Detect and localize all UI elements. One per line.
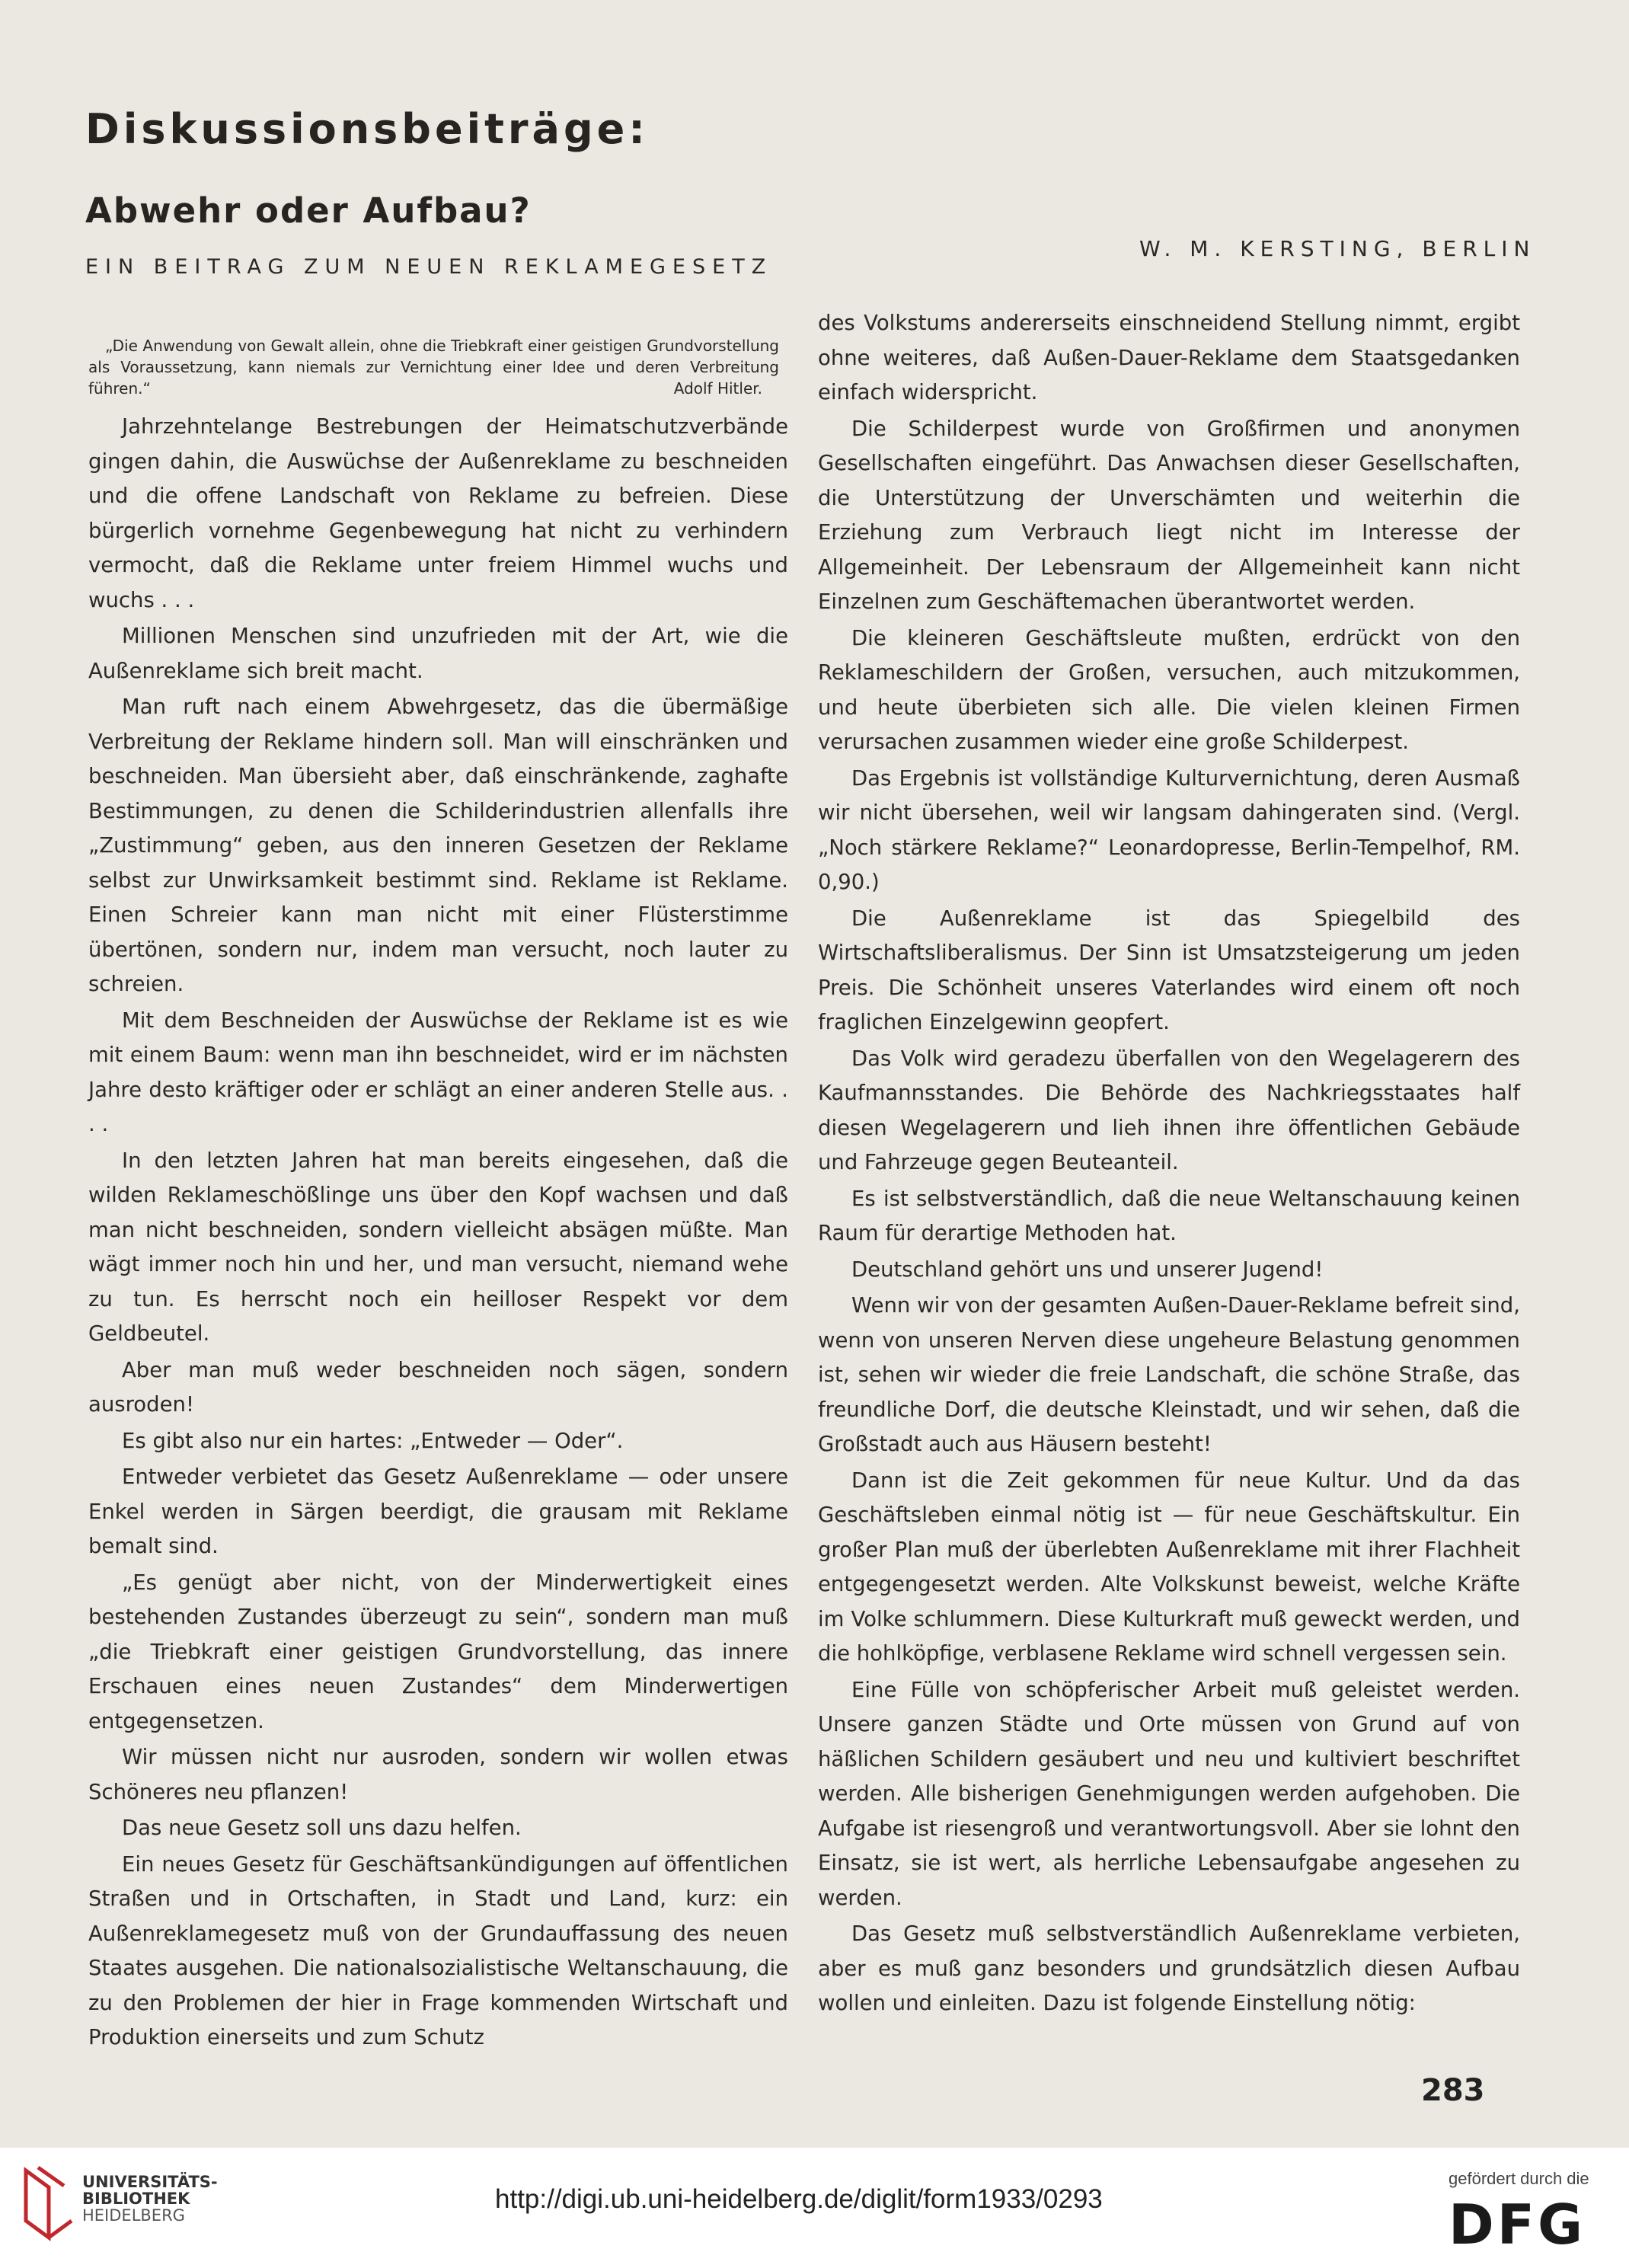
epigraph-text: „Die Anwendung von Gewalt allein, ohne die Triebkraft einer geistigen Grundvorstellung als Voraussetzung, kann niemals zur Vernichtung einer Idee und deren Verbreitung führen.“ bbox=[88, 337, 779, 398]
library-name-line1: UNIVERSITÄTS- bbox=[82, 2173, 218, 2191]
paragraph: Mit dem Beschneiden der Auswüchse der Reklame ist es wie mit einem Baum: wenn man ihn beschneidet, wird er im nächsten Jahre desto kräftiger oder er schlägt an einer anderen Stelle aus. . . . bbox=[88, 1008, 788, 1136]
right-column bbox=[818, 306, 1520, 2058]
paragraph: Wenn wir von der gesamten Außen-Dauer-Reklame befreit sind, wenn von unseren Nerven diese ungeheure Belastung genommen ist, sehen wir wieder die freie Landschaft, die schöne Straße, das freundliche Dorf, die deutsche Kleinstadt, und wir sehen, daß die Großstadt auch aus Häusern besteht! bbox=[818, 1293, 1520, 1456]
library-name bbox=[82, 2174, 218, 2224]
source-url-link[interactable]: http://digi.ub.uni-heidelberg.de/diglit/form1933/0293 bbox=[495, 2184, 1103, 2214]
paragraph: Es ist selbstverständlich, daß die neue Weltanschauung keinen Raum für derartige Methoden hat. bbox=[818, 1186, 1520, 1245]
dfg-logo-icon bbox=[1449, 2196, 1608, 2251]
dfg-logo-text: DFG bbox=[1449, 2196, 1586, 2251]
epigraph bbox=[88, 335, 788, 399]
paragraph: Das Volk wird geradezu überfallen von den Wegelagerern des Kaufmannsstandes. Die Behörde des Nachkriegsstaates half diesen Wegelagerern und lieh ihnen ihre öffentlichen Gebäude und Fahrzeuge gegen Beuteanteil. bbox=[818, 1046, 1520, 1174]
paragraph: Dann ist die Zeit gekommen für neue Kultur. Und da das Geschäftsleben einmal nötig ist — für neue Geschäftskultur. Ein großer Plan muß der überlebten Außenreklame mit ihrer Flachheit entgegengesetzt werden. Alte Volkskunst beweist, welche Kräfte im Volke schlummern. Diese Kulturkraft muß geweckt werden, und die hohlköpfige, verblasene Reklame wird schnell vergessen sein. bbox=[818, 1468, 1520, 1666]
paragraph: Das neue Gesetz soll uns dazu helfen. bbox=[122, 1816, 522, 1840]
paragraph: Die Schilderpest wurde von Großfirmen und anonymen Gesellschaften eingeführt. Das Anwachsen dieser Gesellschaften, die Unterstützung der Unverschämten und weiterhin die Erziehung zum Verbrauch liegt nicht im Interesse der Allgemeinheit. Der Lebensraum der Allgemeinheit kann nicht Einzelnen zum Geschäftemachen überantwortet werden. bbox=[818, 416, 1520, 614]
paragraph: Deutschland gehört uns und unserer Jugend! bbox=[851, 1257, 1324, 1282]
paragraph: Entweder verbietet das Gesetz Außenreklame — oder unsere Enkel werden in Särgen beerdigt, die grausam mit Reklame bemalt sind. bbox=[88, 1465, 788, 1558]
paragraph: In den letzten Jahren hat man bereits eingesehen, daß die wilden Reklameschößlinge uns über den Kopf wachsen und daß man nicht beschneiden, sondern vielleicht absägen müßte. Man wägt immer noch hin und her, und man versucht, niemand wehe zu tun. Es herrscht noch ein heilloser Respekt vor dem Geldbeutel. bbox=[88, 1148, 788, 1346]
paragraph: Die Außenreklame ist das Spiegelbild des Wirtschaftsliberalismus. Der Sinn ist Umsatzsteigerung um jeden Preis. Die Schönheit unseres Vaterlandes wird einem oft noch fraglichen Einzelgewinn geopfert. bbox=[818, 906, 1520, 1034]
paragraph: „Es genügt aber nicht, von der Minderwertigkeit eines bestehenden Zustandes überzeugt zu sein“, sondern man muß „die Triebkraft einer geistigen Grundvorstellung, das innere Erschauen eines neuen Zustandes“ dem Minderwertigen entgegensetzen. bbox=[88, 1570, 788, 1733]
paragraph: Das Gesetz muß selbstverständlich Außenreklame verbieten, aber es muß ganz besonders und grundsätzlich diesen Aufbau wollen und einleiten. Dazu ist folgende Einstellung nötig: bbox=[818, 1921, 1520, 2015]
paragraph: des Volkstums andererseits einschneidend Stellung nimmt, ergibt ohne weiteres, daß Außen-Dauer-Reklame dem Staatsgedanken einfach widerspricht. bbox=[818, 311, 1520, 404]
paragraph: Ein neues Gesetz für Geschäftsankündigungen auf öffentlichen Straßen und in Ortschaften, in Stadt und Land, kurz: ein Außenreklamegesetz muß von der Grundauffassung des neuen Staates ausgehen. Die nationalsozialistische Weltanschauung, die zu den Problemen der hier in Frage kommenden Wirtschaft und Produktion einerseits und zum Schutz bbox=[88, 1851, 788, 2049]
article-subtitle: EIN BEITRAG ZUM NEUEN REKLAMEGESETZ bbox=[85, 255, 773, 279]
article-author: W. M. KERSTING, BERLIN bbox=[1139, 236, 1536, 261]
left-column bbox=[88, 306, 788, 2058]
page-number: 283 bbox=[1421, 2073, 1485, 2108]
library-name-line2: BIBLIOTHEK bbox=[82, 2190, 190, 2208]
paragraph: Eine Fülle von schöpferischer Arbeit muß geleistet werden. Unsere ganzen Städte und Orte müssen von Grund auf von häßlichen Schildern gesäubert und neu und kultiviert beschriftet werden. Alle bisherigen Genehmigungen werden aufgehoben. Die Aufgabe ist riesengroß und verantwortungsvoll. Aber sie lohnt den Einsatz, sie ist wert, als herrliche Lebensaufgabe angesehen zu werden. bbox=[818, 1677, 1520, 1910]
paragraph: Das Ergebnis ist vollständige Kulturvernichtung, deren Ausmaß wir nicht übersehen, weil wir langsam dahingeraten sind. (Vergl. „Noch stärkere Reklame?“ Leonardopresse, Berlin-Tempelhof, RM. 0,90.) bbox=[818, 765, 1520, 894]
footer-bar bbox=[0, 2148, 1629, 2268]
paragraph: Es gibt also nur ein hartes: „Entweder — Oder“. bbox=[122, 1428, 624, 1453]
paragraph: Man ruft nach einem Abwehrgesetz, das die übermäßige Verbreitung der Reklame hindern soll. Man will einschränken und beschneiden. Man übersieht aber, daß einschränkende, zaghafte Bestimmungen, zu denen die Schilderindustrien allenfalls ihre „Zustimmung“ geben, aus den inneren Gesetzen der Reklame selbst zur Unwirksamkeit bestimmt sind. Reklame ist Reklame. Einen Schreier kann man nicht mit einer Flüsterstimme übertönen, sondern nur, indem man versucht, noch lauter zu schreien. bbox=[88, 695, 788, 996]
paragraph: Aber man muß weder beschneiden noch sägen, sondern ausroden! bbox=[88, 1357, 788, 1417]
epigraph-author: Adolf Hitler. bbox=[673, 379, 762, 398]
paragraph: Jahrzehntelange Bestrebungen der Heimatschutzverbände gingen dahin, die Auswüchse der Außenreklame zu beschneiden und die offene Landschaft von Reklame zu befreien. Diese bürgerlich vornehme Gegenbewegung hat nicht zu verhindern vermocht, daß die Reklame unter freiem Himmel wuchs und wuchs . . . bbox=[88, 414, 788, 612]
paragraph: Millionen Menschen sind unzufrieden mit der Art, wie die Außenreklame sich breit macht. bbox=[88, 624, 788, 683]
section-heading: Diskussionsbeiträge: bbox=[85, 105, 649, 153]
funding-caption: gefördert durch die bbox=[1449, 2169, 1589, 2188]
paragraph: Wir müssen nicht nur ausroden, sondern wir wollen etwas Schöneres neu pflanzen! bbox=[88, 1745, 788, 1804]
article-title: Abwehr oder Aufbau? bbox=[85, 190, 532, 231]
library-logo-icon bbox=[18, 2164, 76, 2248]
paragraph: Die kleineren Geschäftsleute mußten, erdrückt von den Reklameschildern der Großen, versuchen, auch mitzukommen, und heute überbieten sich alle. Die vielen kleinen Firmen verursachen zusammen wieder eine große Schilderpest. bbox=[818, 625, 1520, 754]
library-name-line3: HEIDELBERG bbox=[82, 2206, 185, 2225]
